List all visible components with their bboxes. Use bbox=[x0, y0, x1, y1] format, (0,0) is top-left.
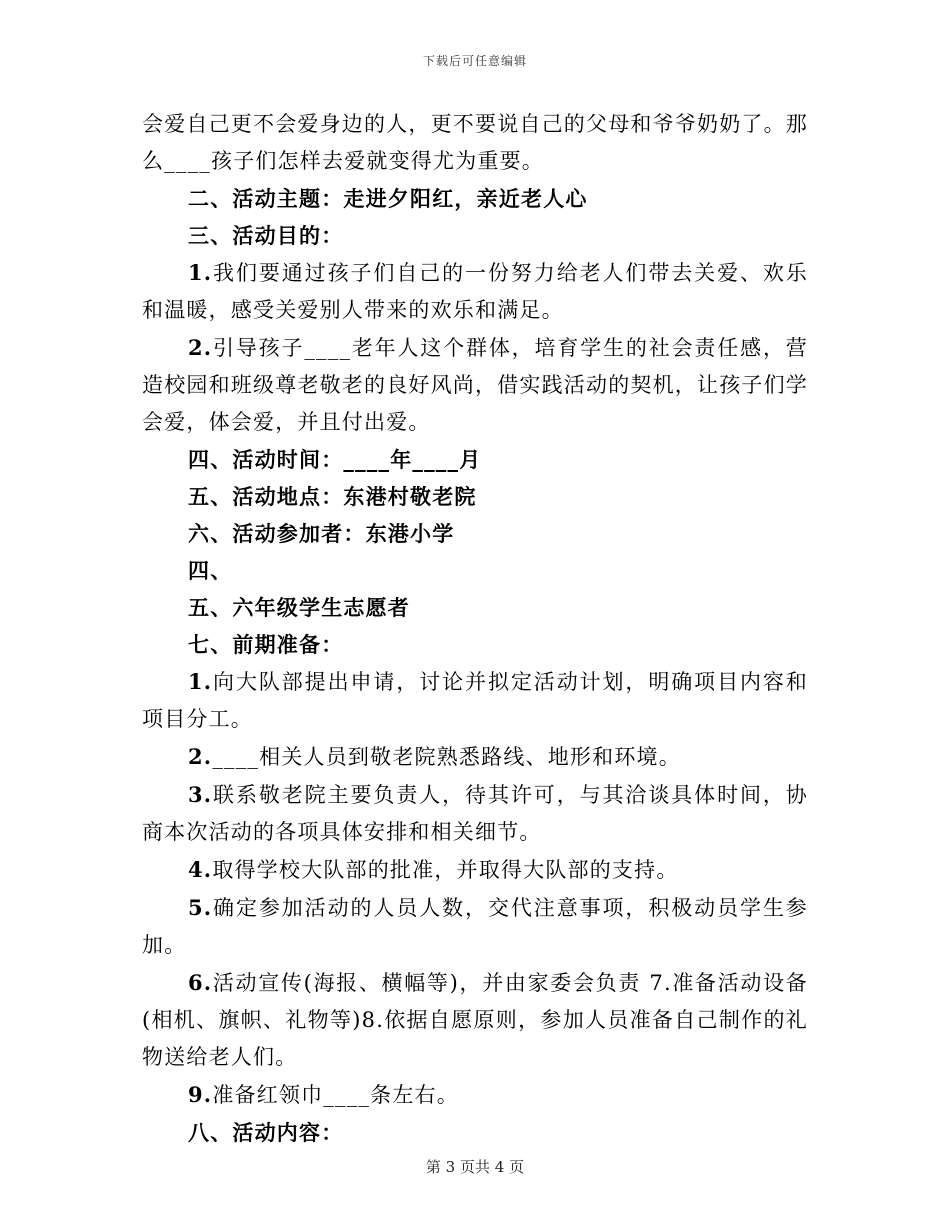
list-item bbox=[142, 738, 808, 776]
item-number: 2. bbox=[188, 744, 213, 769]
list-item bbox=[142, 851, 808, 889]
paragraph-text: 五、活动地点：东港村敬老院 bbox=[188, 484, 477, 509]
section-heading bbox=[142, 552, 808, 589]
page-header: 下载后可任意编辑 bbox=[422, 54, 527, 68]
item-number: 2. bbox=[188, 335, 213, 360]
item-number: 1. bbox=[188, 669, 213, 694]
list-item bbox=[142, 964, 808, 1076]
paragraph-text: 八、活动内容： bbox=[188, 1120, 344, 1145]
paragraph-text: 向大队部提出申请，讨论并拟定活动计划，明确项目内容和项目分工。 bbox=[142, 670, 808, 731]
section-heading bbox=[142, 180, 808, 217]
list-item bbox=[142, 254, 808, 329]
list-item bbox=[142, 776, 808, 851]
paragraph-text: 四、活动时间：____年____月 bbox=[188, 447, 482, 472]
paragraph-text: 确定参加活动的人员人数，交代注意事项，积极动员学生参加。 bbox=[142, 896, 808, 957]
paragraph-text: 会爱自己更不会爱身边的人，更不要说自己的父母和爷爷奶奶了。那么____孩子们怎样去爱就变得尤为重要。 bbox=[142, 112, 808, 173]
paragraph-text: 六、活动参加者：东港小学 bbox=[188, 521, 455, 546]
item-number: 9. bbox=[188, 1082, 213, 1107]
section-heading bbox=[142, 515, 808, 552]
paragraph-text: 联系敬老院主要负责人，待其许可，与其洽谈具体时间，协商本次活动的各项具体安排和相关细节。 bbox=[142, 783, 808, 844]
paragraph-text: 三、活动目的： bbox=[188, 223, 344, 248]
item-number: 4. bbox=[188, 857, 213, 882]
section-heading bbox=[142, 589, 808, 626]
section-heading bbox=[142, 217, 808, 254]
paragraph-text: 取得学校大队部的批准，并取得大队部的支持。 bbox=[212, 858, 679, 882]
item-number: 3. bbox=[188, 782, 213, 807]
list-item bbox=[142, 889, 808, 964]
item-number: 6. bbox=[188, 970, 213, 995]
paragraph-text: 七、前期准备： bbox=[188, 632, 344, 657]
section-heading bbox=[142, 441, 808, 478]
section-heading bbox=[142, 626, 808, 663]
list-item bbox=[142, 329, 808, 441]
paragraph bbox=[142, 106, 808, 180]
list-item bbox=[142, 1076, 808, 1114]
paragraph-text: 引导孩子____老年人这个群体，培育学生的社会责任感，营造校园和班级尊老敬老的良好风尚，借实践活动的契机，让孩子们学会爱，体会爱，并且付出爱。 bbox=[142, 336, 808, 434]
section-heading bbox=[142, 478, 808, 515]
paragraph-text: 二、活动主题：走进夕阳红，亲近老人心 bbox=[188, 186, 588, 211]
paragraph-text: 我们要通过孩子们自己的一份努力给老人们带去关爱、欢乐和温暖，感受关爱别人带来的欢乐和满足。 bbox=[142, 261, 808, 322]
paragraph-text: ____相关人员到敬老院熟悉路线、地形和环境。 bbox=[212, 745, 681, 769]
list-item bbox=[142, 663, 808, 738]
page-footer: 第 3 页共 4 页 bbox=[425, 1158, 525, 1176]
document-body bbox=[142, 106, 808, 1151]
paragraph-text: 五、六年级学生志愿者 bbox=[188, 595, 410, 620]
paragraph-text: 活动宣传(海报、横幅等)，并由家委会负责 7.准备活动设备(相机、旗帜、礼物等)8.依据自愿原则，参加人员准备自己制作的礼物送给老人们。 bbox=[142, 971, 808, 1069]
item-number: 5. bbox=[188, 895, 213, 920]
section-heading bbox=[142, 1114, 808, 1151]
paragraph-text: 准备红领巾____条左右。 bbox=[212, 1083, 459, 1107]
paragraph-text: 四、 bbox=[188, 558, 233, 583]
item-number: 1. bbox=[188, 260, 213, 285]
